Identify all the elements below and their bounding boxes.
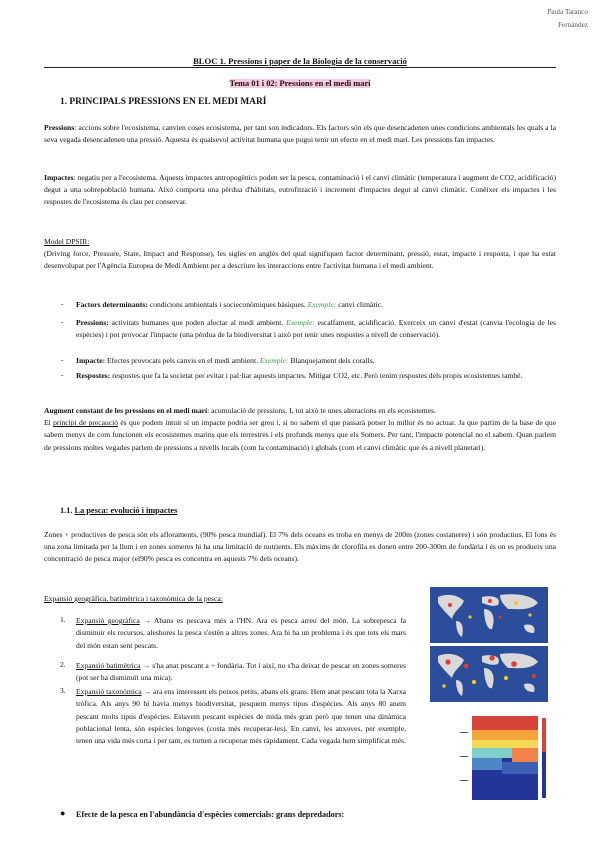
bullet-heading: Efecte de la pesca en l'abundància d'espècies comercials: grans depredadors:	[76, 810, 345, 819]
list-dash: -	[61, 370, 64, 379]
title-divider	[44, 67, 556, 68]
world-map-figure-1	[430, 587, 548, 643]
pesca-paragraph: Zones + productives de pesca són els aflorаments, (90% pesca mundial). El 7% dels oceans es troba en menys de 200m (zones costaneres) i són productius. El fons és una zona limitada per la llum i en zones someres hi ha una limitació de nutrients. Els màxims de clorofila es donen entre 200-300m de fondària i és on es produeix una concentració de pesca major (el90% pesca es concentra en aquests 7% dels oceans).	[44, 530, 556, 564]
list-number: 3.	[60, 686, 66, 695]
tema-title: Tema 01 i 02: Pressions en el medi marí	[229, 79, 371, 88]
expansion-item: Expansió taxonòmica → ara ens interessen els peixos petits, abans els grans. Hem anat pescant tota la Xarxa tròfica. Als anys 90 hi havia menys biodiversitat, pesquem menys tipus d'espècies. Als anys 80 anem pescant molts tipus d'espècies. Estavem pescant espècies de mida més gran però que tenen una dinàmica poblacional lenta, són espècies longeves (costa més recuperar-les). En canvi, les anxoves, per exemple, tenen una vida més curta i per tant, es tornen a recuperar més ràpidament. Cada vegada hem simplificat més.	[76, 687, 406, 746]
list-number: 2.	[60, 660, 66, 669]
dpsir-item: Respostes: respostes que fa la societat per evitar i pal·liar aquests impactes. Mitigar CO2, etc. Però tenim respostes dels propis ecosistemes també.	[76, 371, 523, 380]
dpsir-paragraph: Model DPSIR: (Driving force, Pressure, State, Impact and Response), les sigles en anglès del qual signifiquen factor determinant, pressió, estat, impacte i resposta, i que ha estat desenvolupat per l'Agència Europea de Medi Ambient per a descriure les interaccions entre l'activitat humana i el medi ambient.	[44, 237, 556, 271]
section11-heading: 1.1. La pesca: evolució i impactes	[60, 506, 178, 515]
heatmap-figure	[458, 712, 550, 806]
bullet-dot: ●	[60, 808, 66, 818]
author-name: Paula Taranco Fernández	[547, 8, 588, 29]
dpsir-item: Impacte: Efectes provocats pels canvis en el medi ambient. Exemple: Blanquejament dels coralls.	[76, 356, 375, 365]
dpsir-item: Pressions: activitats humanes que poden afectar al medi ambient. Exemple: escalfament, acidificació. Exerceix un canvi d'estat (canvia l'ecologia de les espècies) i pot provocar l'impacte (una pèrdua de la biodiversitat i això pot tenir unes respostes a nivell de conservació).	[76, 318, 557, 339]
impactes-paragraph: Impactes: negatiu per a l'ecosistema. Aquests impactes antropogènics poden ser la pesca, contaminació i el canvi climàtic (temperatura i augment de CO2, acidificació) degut a una sobrepoblació humana. Això comporta una pèrdua d'hàbitats, eutrofització i increment d'impactes degut al canvi climàtic. Conèixer els impactes i les respostes de l'ecosistema és clau per conservar.	[44, 173, 556, 207]
expansion-item: Expansió geogràfica → Abans es pescava més a l'HN. Ara es pesca arreu del món. La sobrepesca fa disminuir els recursos, aleshores la pesca s'estén a altres zones. Ara hi ha un problema i és que tots els mars del món estan sent pescats.	[76, 616, 407, 650]
list-dash: -	[61, 317, 64, 326]
section1-heading: 1. PRINCIPALS PRESSIONS EN EL MEDI MARÍ	[60, 97, 267, 107]
list-dash: -	[61, 355, 64, 364]
list-dash: -	[61, 299, 64, 308]
dpsir-item: Factors determinants: condicions ambientals i socieconòmiques bàsiques. Exemple: canvi climàtic.	[76, 300, 383, 309]
dpsir-heading: Model DPSIR:	[44, 237, 90, 246]
pressions-paragraph: Pressions: accions sobre l'ecosistema, canvien coses ecosistema, per tant son indicadors. Els factors són els que desencadenen unes condicions ambientals les quals a la seva vegada desencadenen una pressió. Aquesta és qualsevol activitat humana que pugui tenir un efecte en el medi marí. Les pressions fan impactes.	[44, 123, 556, 145]
world-map-figure-2	[430, 646, 548, 702]
list-number: 1.	[60, 615, 66, 624]
bloc-title: BLOC 1. Pressions i paper de la Biologia de la conservació	[193, 56, 407, 66]
expansion-item: Expansió batimètrica → s'ha anat pescant a + fondària. Tot i així, no s'ha deixat de pescar en zones someres (pot ser ha disminuït una mica).	[76, 661, 406, 683]
expansion-heading: Expansió geogràfica, batimètrica i taxonòmica de la pesca:	[44, 594, 223, 603]
augment-paragraph: Augment constant de les pressions en el medi marí: acumulació de pressions. I, tot això te unes alteracions en els ecosistemes. El principi de precaució és que podem intuir si un impacte podria ser greu i, si no sabem el que passarà potser lo millor és no actuar. Ja que partim de la base de que sabem menys de com funcionen els ecosistemes marins que els terrestres i els profunds menys que els Somers. Per tant, l'impacte potencial no el sabem. Quan parlem de pressions moltes vegades parlem de pressions a nivells locals (com la contaminació) i globals (com el canvi climàtic que és a nivell planetari).	[44, 406, 556, 452]
